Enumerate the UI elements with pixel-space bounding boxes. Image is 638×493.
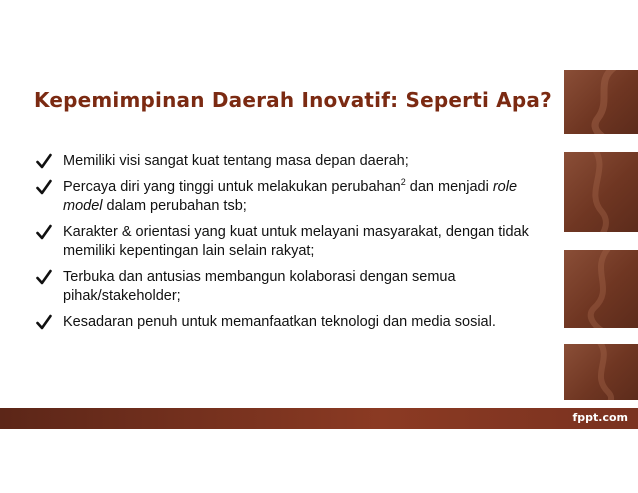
bullet-text: Karakter & orientasi yang kuat untuk melayani masyarakat, dengan tidak memiliki kepentingan lain selain rakyat; [63, 224, 529, 259]
bullet-item [36, 313, 546, 332]
decorative-tile [564, 250, 638, 328]
bullet-text-part: dan menjadi [405, 179, 493, 195]
slide-title: Kepemimpinan Daerah Inovatif: Seperti Apa? [34, 88, 552, 112]
decorative-tile [564, 70, 638, 134]
italic-term: role model [63, 179, 518, 214]
bullet-text: Memiliki visi sangat kuat tentang masa depan daerah; [63, 153, 409, 169]
bullet-item [36, 178, 546, 216]
check-mark-icon [36, 153, 52, 170]
check-mark-icon [36, 269, 52, 286]
bullet-text [63, 179, 517, 214]
footer-bar [0, 408, 638, 429]
bullet-text-part: dalam perubahan tsb; [102, 198, 247, 214]
decorative-tile [564, 344, 638, 400]
bullet-text: Terbuka dan antusias membangun kolaborasi dengan semua pihak/stakeholder; [63, 269, 456, 304]
bullet-text-part: Percaya diri yang tinggi untuk melakukan perubahan [63, 179, 401, 195]
bullet-item [36, 268, 546, 306]
footer-brand: fppt.com [572, 411, 628, 424]
bullet-item [36, 152, 546, 171]
bullet-list [36, 152, 546, 339]
bullet-item [36, 223, 546, 261]
bullet-text: Kesadaran penuh untuk memanfaatkan teknologi dan media sosial. [63, 314, 496, 330]
decorative-tile [564, 152, 638, 232]
check-mark-icon [36, 314, 52, 331]
check-mark-icon [36, 179, 52, 196]
check-mark-icon [36, 224, 52, 241]
superscript-note: 2 [400, 177, 406, 188]
